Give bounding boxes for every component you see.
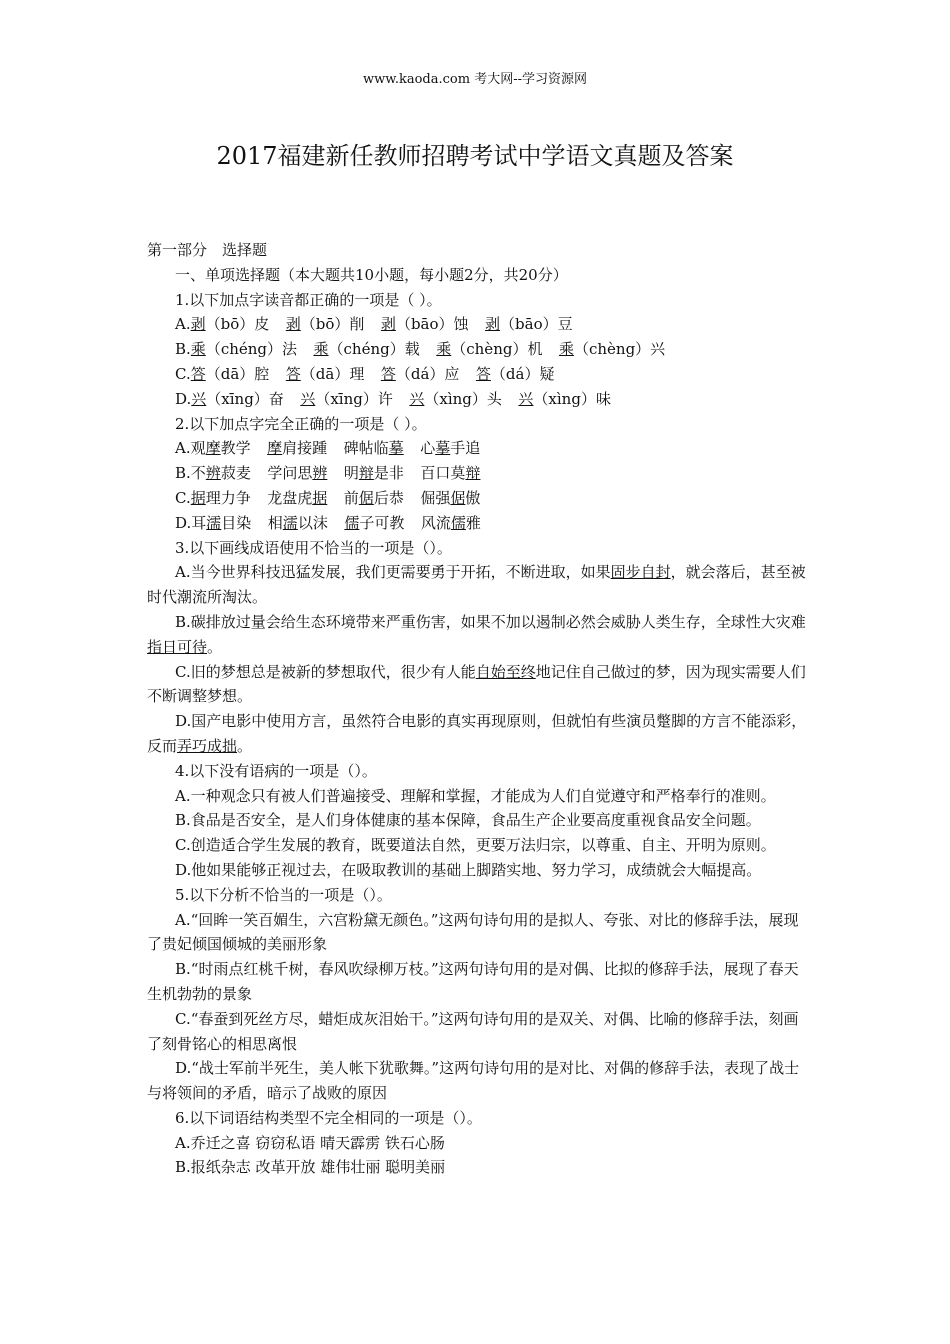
question-3-option-c: C.旧的梦想总是被新的梦想取代，很少有人能自始至终地记住自己做过的梦，因为现实需要人们不断调整梦想。: [147, 662, 806, 706]
question-5-stem: 5.以下分析不恰当的一项是（）。: [175, 885, 392, 904]
question-1-option-b: B.乘（chéng）法 乘（chéng）载 乘（chèng）机 乘（chèng）兴: [175, 340, 666, 359]
section-heading: 一、单项选择题（本大题共10小题，每小题2分，共20分）: [175, 265, 568, 284]
site-header: www.kaoda.com 考大网--学习资源网: [363, 72, 587, 87]
question-1-option-c: C.答（dā）腔 答（dā）理 答（dá）应 答（dá）疑: [175, 364, 555, 383]
question-5-option-d: D.“战士军前半死生，美人帐下犹歌舞。”这两句诗句用的是对比、对偶的修辞手法，表现了战士与将领间的矛盾，暗示了战败的原因: [147, 1059, 800, 1103]
question-4-option-a: A.一种观念只有被人们普遍接受、理解和掌握，才能成为人们自觉遵守和严格奉行的准则。: [175, 786, 776, 805]
question-5-option-c: C.“春蚕到死丝方尽，蜡炬成灰泪始干。”这两句诗句用的是双关、对偶、比喻的修辞手法，刻画了刻骨铭心的相思离恨: [147, 1009, 799, 1053]
exam-body: [147, 238, 807, 1180]
question-5-option-a: A.“回眸一笑百媚生，六宫粉黛无颜色。”这两句诗句用的是拟人、夸张、对比的修辞手法，展现了贵妃倾国倾城的美丽形象: [147, 910, 799, 954]
question-5-option-b: B.“时雨点红桃千树，春风吹绿柳万枝。”这两句诗句用的是对偶、比拟的修辞手法，展现了春天生机勃勃的景象: [147, 960, 799, 1003]
question-4-option-b: B.食品是否安全，是人们身体健康的基本保障，食品生产企业要高度重视食品安全问题。: [175, 811, 761, 830]
page-title: 2017福建新任教师招聘考试中学语文真题及答案: [216, 142, 734, 170]
question-6-option-b: B.报纸杂志 改革开放 雄伟壮丽 聪明美丽: [175, 1158, 446, 1177]
question-1-stem: 1.以下加点字读音都正确的一项是（ ）。: [175, 290, 442, 309]
question-2-option-a: A.观摩教学 摩肩接踵 碑帖临摹 心摹手追: [175, 439, 481, 458]
question-4-option-c: C.创造适合学生发展的教育，既要道法自然，更要万法归宗，以尊重、自主、开明为原则。: [175, 836, 776, 855]
question-2-option-b: B.不辨菽麦 学问思辨 明辩是非 百口莫辩: [175, 464, 481, 483]
question-3-option-d: D.国产电影中使用方言，虽然符合电影的真实再现原则，但就怕有些演员蹩脚的方言不能添彩，反而弄巧成拙。: [147, 712, 807, 755]
question-6-stem: 6.以下词语结构类型不完全相同的一项是（）。: [175, 1108, 482, 1127]
question-1-option-d: D.兴（xīng）奋 兴（xīng）许 兴（xìng）头 兴（xìng）味: [175, 389, 611, 408]
question-3-stem: 3.以下画线成语使用不恰当的一项是（）。: [175, 538, 452, 557]
question-2-option-d: D.耳濡目染 相濡以沫 儒子可教 风流儒雅: [175, 513, 481, 532]
question-1-option-a: A.剥（bō）皮 剥（bō）削 剥（bāo）蚀 剥（bāo）豆: [175, 315, 573, 334]
question-2-option-c: C.据理力争 龙盘虎据 前倨后恭 倔强倨傲: [175, 488, 481, 507]
question-3-option-b: B.碳排放过量会给生态环境带来严重伤害，如果不加以遏制必然会威胁人类生存，全球性大灾难指日可待。: [147, 612, 806, 656]
question-6-option-a: A.乔迁之喜 窃窃私语 晴天霹雳 铁石心肠: [175, 1133, 445, 1152]
question-2-stem: 2.以下加点字完全正确的一项是（ ）。: [175, 414, 427, 433]
question-3-option-a: A.当今世界科技迅猛发展，我们更需要勇于开拓，不断进取，如果固步自封，就会落后，甚至被时代潮流所淘汰。: [147, 563, 806, 607]
part-heading: 第一部分 选择题: [147, 241, 268, 259]
question-4-stem: 4.以下没有语病的一项是（）。: [175, 761, 377, 780]
question-4-option-d: D.他如果能够正视过去，在吸取教训的基础上脚踏实地、努力学习，成绩就会大幅提高。: [175, 860, 762, 879]
